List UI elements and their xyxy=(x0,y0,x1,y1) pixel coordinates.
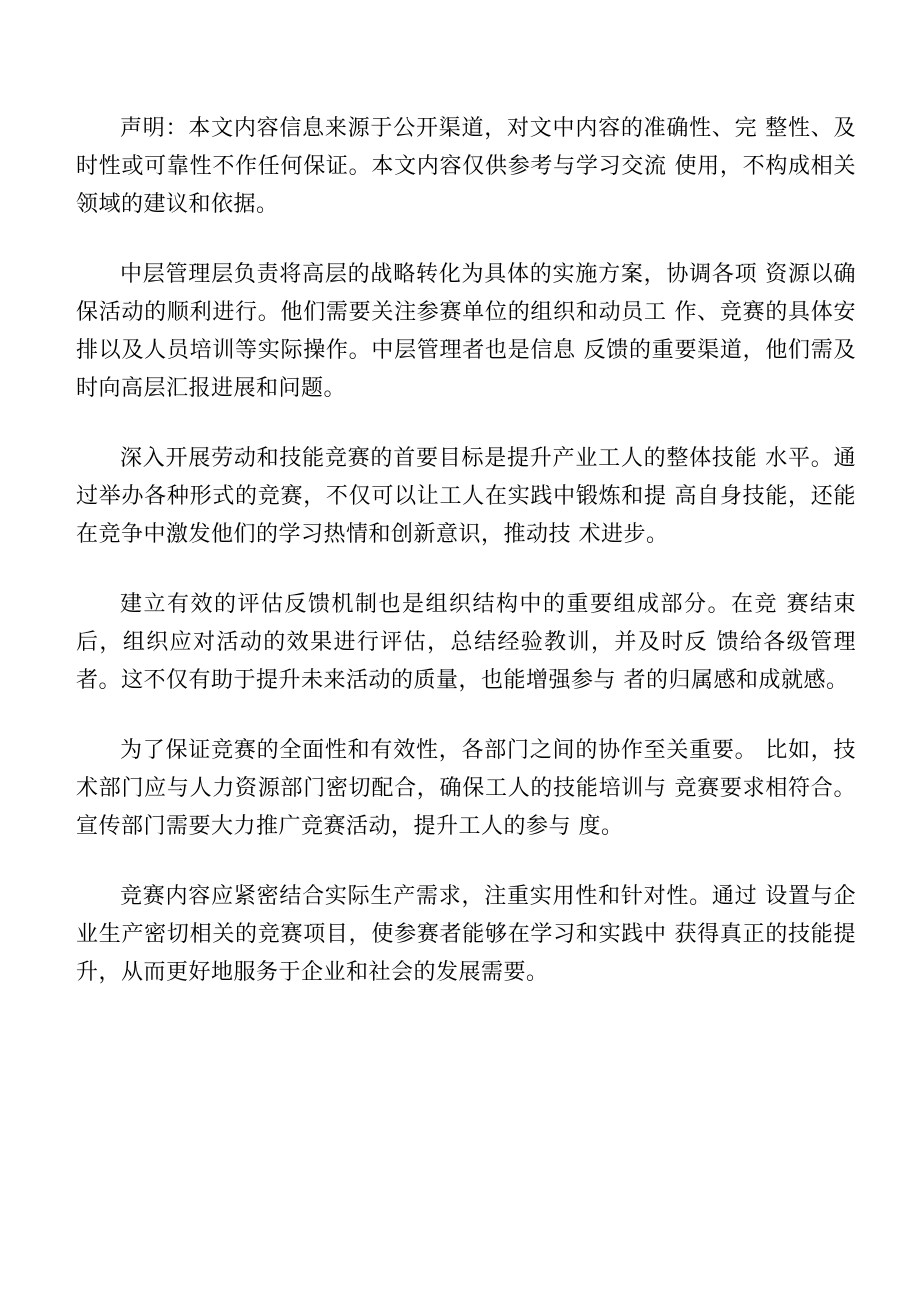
paragraph-middle-management: 中层管理层负责将高层的战略转化为具体的实施方案，协调各项 资源以确保活动的顺利进行。他们需要关注参赛单位的组织和动员工 作、竞赛的具体安排以及人员培训等实际操作。中层管理者也是信息 反馈的重要渠道，他们需及时向高层汇报进展和问题。 xyxy=(76,262,856,401)
document-body xyxy=(76,110,856,1024)
paragraph-evaluation-feedback: 建立有效的评估反馈机制也是组织结构中的重要组成部分。在竞 赛结束后，组织应对活动的效果进行评估，总结经验教训，并及时反 馈给各级管理者。这不仅有助于提升未来活动的质量，也能增强参与 者的归属感和成就感。 xyxy=(76,592,856,693)
paragraph-competition-content: 竞赛内容应紧密结合实际生产需求，注重实用性和针对性。通过 设置与企业生产密切相关的竞赛项目，使参赛者能够在学习和实践中 获得真正的技能提升，从而更好地服务于企业和社会的发展需要。 xyxy=(76,884,856,985)
paragraph-primary-goal: 深入开展劳动和技能竞赛的首要目标是提升产业工人的整体技能 水平。通过举办各种形式的竞赛，不仅可以让工人在实践中锻炼和提 高自身技能，还能在竞争中激发他们的学习热情和创新意识，推动技 术进步。 xyxy=(76,446,856,547)
paragraph-disclaimer: 声明：本文内容信息来源于公开渠道，对文中内容的准确性、完 整性、及时性或可靠性不作任何保证。本文内容仅供参考与学习交流 使用，不构成相关领域的建议和依据。 xyxy=(76,116,856,217)
paragraph-department-coordination: 为了保证竞赛的全面性和有效性，各部门之间的协作至关重要。 比如，技术部门应与人力资源部门密切配合，确保工人的技能培训与 竞赛要求相符合。宣传部门需要大力推广竞赛活动，提升工人的参与 度。 xyxy=(76,738,856,839)
